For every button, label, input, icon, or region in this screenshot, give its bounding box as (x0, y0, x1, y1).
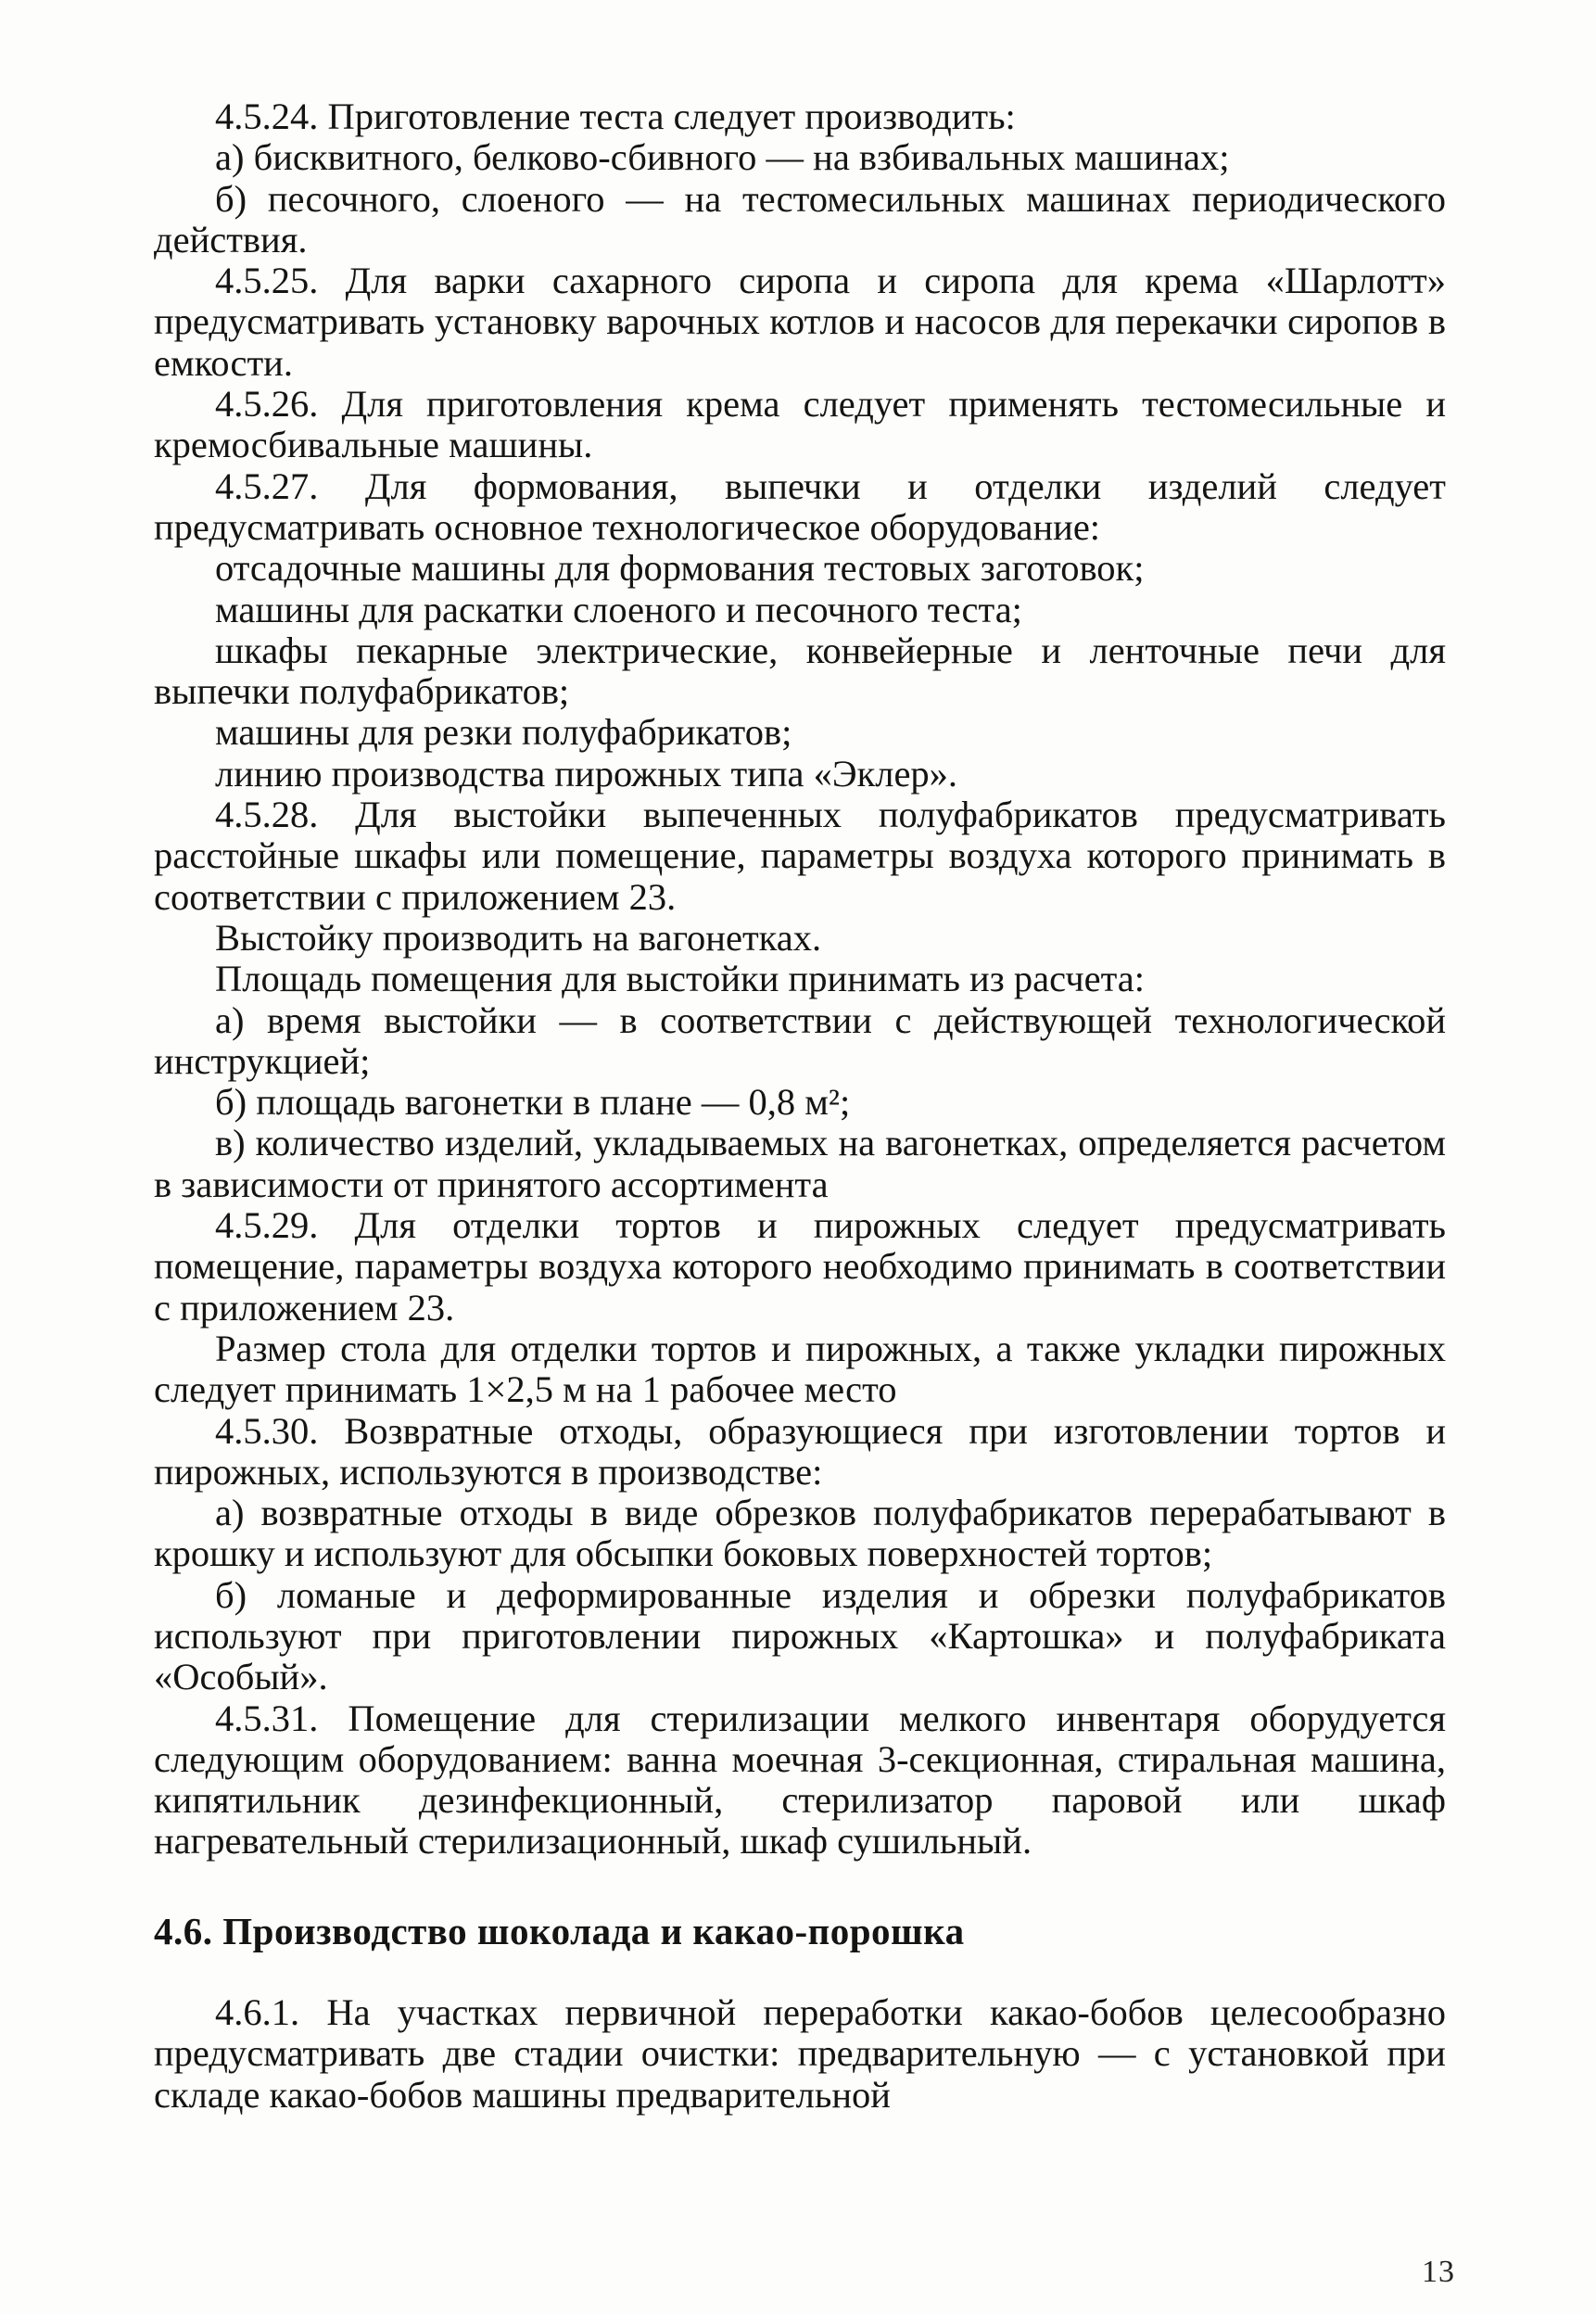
body-text (154, 96, 1446, 2116)
list-item: шкафы пекарные электрические, конвейерные и ленточные печи для выпечки полуфабрикатов; (154, 629, 1446, 713)
list-item: а) бисквитного, белково-сбивного — на взбивальных машинах; (215, 136, 1230, 179)
paragraph: 4.5.27. Для формования, выпечки и отделки изделий следует предусматривать основное технологическое оборудование: (154, 464, 1446, 548)
paragraph: Выстойку производить на вагонетках. (215, 916, 822, 959)
list-item: машины для раскатки слоеного и песочного теста; (215, 588, 1022, 630)
page-number: 13 (1422, 2255, 1455, 2289)
list-item: в) количество изделий, укладываемых на вагонетках, определяется расчетом в зависимости от принятого ассортимента (154, 1122, 1446, 1205)
list-item: а) время выстойки — в соответствии с действующей технологической инструкцией; (154, 998, 1446, 1082)
paragraph: 4.5.25. Для варки сахарного сиропа и сиропа для крема «Шарлотт» предусматривать установку варочных котлов и насосов для перекачки сиропов в емкости. (154, 260, 1446, 384)
list-item: машины для резки полуфабрикатов; (215, 711, 792, 754)
paragraph: 4.5.30. Возвратные отходы, образующиеся при изготовлении тортов и пирожных, используются в производстве: (154, 1409, 1446, 1493)
paragraph: 4.6.1. На участках первичной переработки какао-бобов целесообразно предусматривать две стадии очистки: предварительную — с установкой при складе какао-бобов машины предварительной (154, 1991, 1446, 2116)
list-item: б) песочного, слоеного — на тестомесильных машинах периодического действия. (154, 177, 1446, 261)
list-item: б) ломаные и деформированные изделия и обрезки полуфабрикатов используют при приготовлении пирожных «Картошка» и полуфабриката «Особый». (154, 1573, 1446, 1698)
paragraph: 4.5.31. Помещение для стерилизации мелкого инвентаря оборудуется следующим оборудованием: ванна моечная 3-секционная, стиральная машина, кипятильник дезинфекционный, стерилизатор паровой или шкаф нагревательный стерилизационный, шкаф сушильный. (154, 1697, 1446, 1863)
list-item: линию производства пирожных типа «Эклер». (215, 752, 958, 795)
paragraph: 4.5.28. Для выстойки выпеченных полуфабрикатов предусматривать расстойные шкафы или помещение, параметры воздуха которого принимать в соответствии с приложением 23. (154, 794, 1446, 918)
paragraph: Размер стола для отделки тортов и пирожных, а также укладки пирожных следует принимать 1×2,5 м на 1 рабочее место (154, 1327, 1446, 1411)
paragraph: 4.5.26. Для приготовления крема следует применять тестомесильные и кремосбивальные машины. (154, 383, 1446, 466)
paragraph: 4.5.24. Приготовление теста следует производить: (215, 95, 1016, 137)
list-item: б) площадь вагонетки в плане — 0,8 м²; (215, 1081, 851, 1124)
list-item: отсадочные машины для формования тестовых заготовок; (215, 547, 1145, 590)
paragraph: Площадь помещения для выстойки принимать из расчета: (215, 958, 1146, 1000)
section-heading: 4.6. Производство шоколада и какао-порошка (154, 1909, 965, 1952)
list-item: а) возвратные отходы в виде обрезков полуфабрикатов перерабатывают в крошку и используют для обсыпки боковых поверхностей тортов; (154, 1492, 1446, 1575)
paragraph: 4.5.29. Для отделки тортов и пирожных следует предусматривать помещение, параметры воздуха которого необходимо принимать в соответствии с приложением 23. (154, 1204, 1446, 1329)
